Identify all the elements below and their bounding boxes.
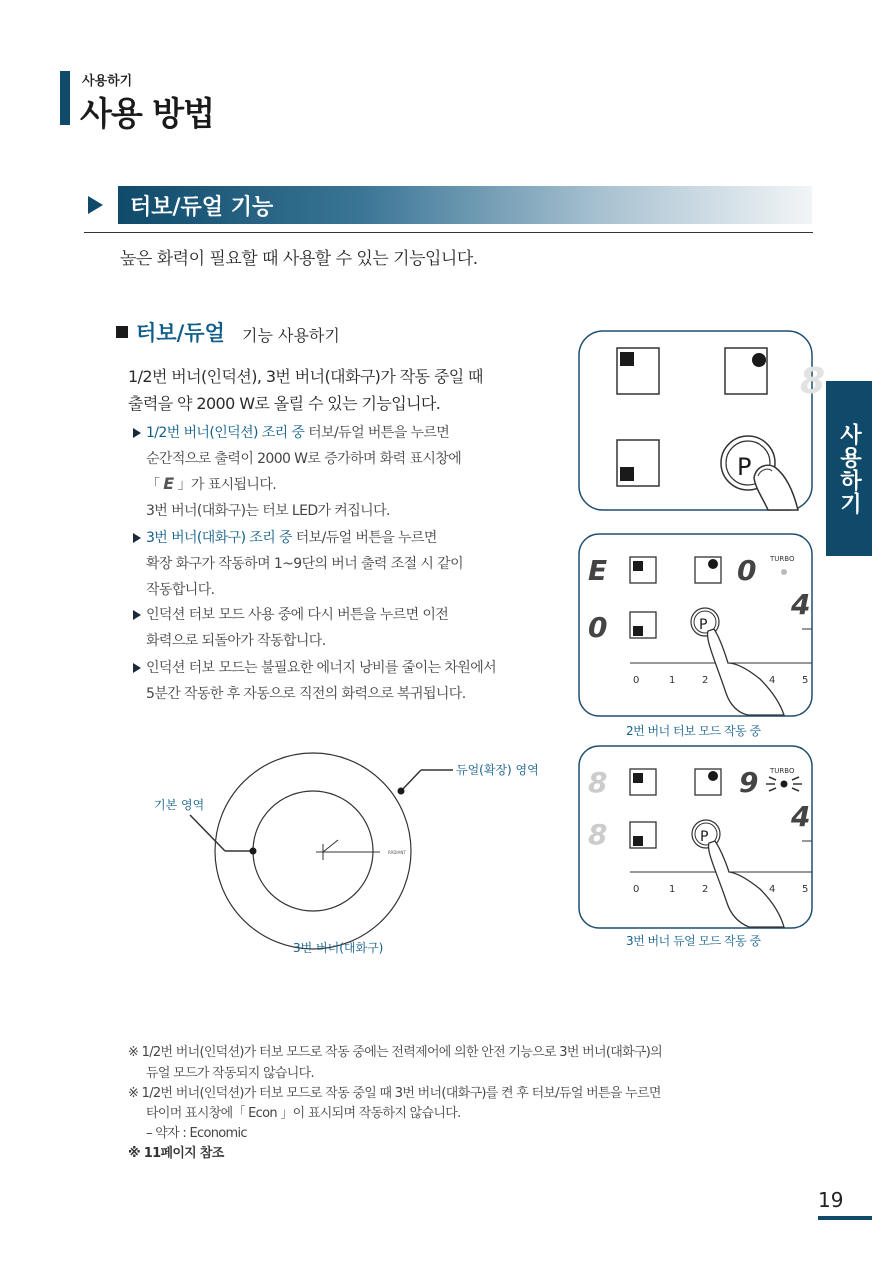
burner-center-mark: RADIANT bbox=[388, 850, 406, 855]
svg-text:5: 5 bbox=[802, 675, 809, 686]
svg-text:4: 4 bbox=[769, 675, 776, 686]
level-digit: 4 bbox=[791, 588, 811, 621]
bullet-2-line-3: 작동합니다. bbox=[146, 582, 215, 598]
basic-zone-circle bbox=[253, 791, 373, 911]
note-1-line-2: 듀얼 모드가 작동되지 않습니다. bbox=[146, 1066, 314, 1081]
bullet-arrow-icon bbox=[133, 663, 141, 673]
left-top-digit: E bbox=[588, 554, 608, 587]
dual-panel-caption: 3번 버너 듀얼 모드 작동 중 bbox=[626, 934, 761, 948]
left-bottom-digit: 8 bbox=[588, 818, 608, 851]
svg-text:4: 4 bbox=[769, 884, 776, 895]
control-panel-illustration bbox=[578, 330, 826, 512]
svg-text:0: 0 bbox=[633, 884, 640, 895]
bullet-3-line-1: 인덕션 터보 모드 사용 중에 다시 버튼을 누르면 이전 bbox=[146, 607, 449, 623]
note-2-line-3: – 약자 : Economic bbox=[146, 1126, 247, 1141]
basic-zone-label: 기본 영역 bbox=[154, 798, 205, 812]
bullet-1-line-4: 3번 버너(대화구)는 터보 LED가 켜집니다. bbox=[146, 503, 390, 519]
bullet-1-line-2: 순간적으로 출력이 2000 W로 증가하며 화력 표시창에 bbox=[146, 451, 462, 467]
page-title: 사용 방법 bbox=[80, 94, 215, 133]
side-tab-label: 사용하기 bbox=[836, 422, 862, 515]
bullet-2-line-1: 3번 버너(대화구) 조리 중 터보/듀얼 버튼을 누르면 bbox=[146, 530, 437, 546]
note-2-line-2: 타이머 표시창에「 Econ 」이 표시되며 작동하지 않습니다. bbox=[146, 1106, 461, 1121]
p-glyph: P bbox=[737, 453, 752, 481]
left-top-digit: 8 bbox=[588, 766, 608, 799]
bullet-4-line-2: 5분간 작동한 후 자동으로 직전의 화력으로 복귀됩니다. bbox=[146, 686, 466, 702]
section-title: 터보/듀얼 기능 bbox=[130, 195, 274, 220]
segment-e-glyph: E bbox=[163, 474, 174, 493]
dual-mode-panel bbox=[578, 745, 814, 930]
chapter-label: 사용하기 bbox=[82, 74, 133, 89]
svg-text:P: P bbox=[700, 829, 709, 845]
square-bullet-icon bbox=[116, 326, 128, 338]
svg-text:2: 2 bbox=[702, 675, 709, 686]
svg-text:1: 1 bbox=[669, 675, 676, 686]
bullet-arrow-icon bbox=[133, 428, 141, 438]
right-top-digit: 9 bbox=[739, 766, 759, 799]
header-accent-bar bbox=[60, 71, 70, 125]
turbo-panel-caption: 2번 버너 터보 모드 작동 중 bbox=[626, 724, 761, 738]
turbo-label: TURBO bbox=[770, 555, 795, 563]
note-1-line-1: ※ 1/2번 버너(인덕션)가 터보 모드로 작동 중에는 전력제어에 의한 안전 기능으로 3번 버너(대화구)의 bbox=[128, 1045, 663, 1060]
section-arrow-icon bbox=[88, 196, 103, 214]
turbo-led-off bbox=[781, 569, 787, 575]
turbo-mode-panel bbox=[578, 533, 814, 718]
left-bottom-digit: 0 bbox=[588, 611, 608, 644]
svg-text:5: 5 bbox=[802, 884, 809, 895]
note-2-line-1: ※ 1/2번 버너(인덕션)가 터보 모드로 작동 중일 때 3번 버너(대화구)를 켠 후 터보/듀얼 버튼을 누르면 bbox=[128, 1086, 661, 1101]
bullet-1-line-3: 「 E 」가 표시됩니다. bbox=[146, 474, 277, 493]
svg-text:1: 1 bbox=[669, 884, 676, 895]
burner-caption: 3번 버너(대화구) bbox=[293, 941, 384, 955]
svg-text:P: P bbox=[699, 617, 708, 633]
lead-line-2: 출력을 약 2000 W로 올릴 수 있는 기능입니다. bbox=[128, 394, 441, 413]
lead-line-1: 1/2번 버너(인덕션), 3번 버너(대화구)가 작동 중일 때 bbox=[128, 367, 483, 386]
page-number-bar bbox=[818, 1216, 872, 1220]
dual-zone-label: 듀얼(확장) 영역 bbox=[456, 763, 539, 777]
faded-display-digit: 8 bbox=[800, 361, 826, 402]
note-3: ※ 11페이지 참조 bbox=[128, 1146, 224, 1161]
right-top-digit: 0 bbox=[737, 554, 757, 587]
page-number: 19 bbox=[818, 1188, 844, 1212]
bullet-arrow-icon bbox=[133, 610, 141, 620]
svg-text:0: 0 bbox=[633, 675, 640, 686]
burner-diagram bbox=[140, 740, 580, 970]
subsection-title-rest: 기능 사용하기 bbox=[242, 326, 340, 345]
bullet-2-line-2: 확장 화구가 작동하며 1~9단의 버너 출력 조절 시 같이 bbox=[146, 556, 464, 572]
bullet-1-line-1: 1/2번 버너(인덕션) 조리 중 터보/듀얼 버튼을 누르면 bbox=[146, 425, 450, 441]
section-intro: 높은 화력이 필요할 때 사용할 수 있는 기능입니다. bbox=[120, 249, 478, 269]
level-digit: 4 bbox=[791, 800, 811, 833]
subsection-title-highlight: 터보/듀얼 bbox=[136, 321, 225, 345]
bullet-4-line-1: 인덕션 터보 모드는 불필요한 에너지 낭비를 줄이는 차원에서 bbox=[146, 660, 497, 676]
bullet-arrow-icon bbox=[133, 533, 141, 543]
turbo-led-on bbox=[781, 781, 788, 788]
turbo-label: TURBO bbox=[770, 767, 795, 775]
section-divider bbox=[84, 232, 813, 233]
bullet-3-line-2: 화력으로 되돌아가 작동합니다. bbox=[146, 633, 326, 649]
svg-text:2: 2 bbox=[702, 884, 709, 895]
